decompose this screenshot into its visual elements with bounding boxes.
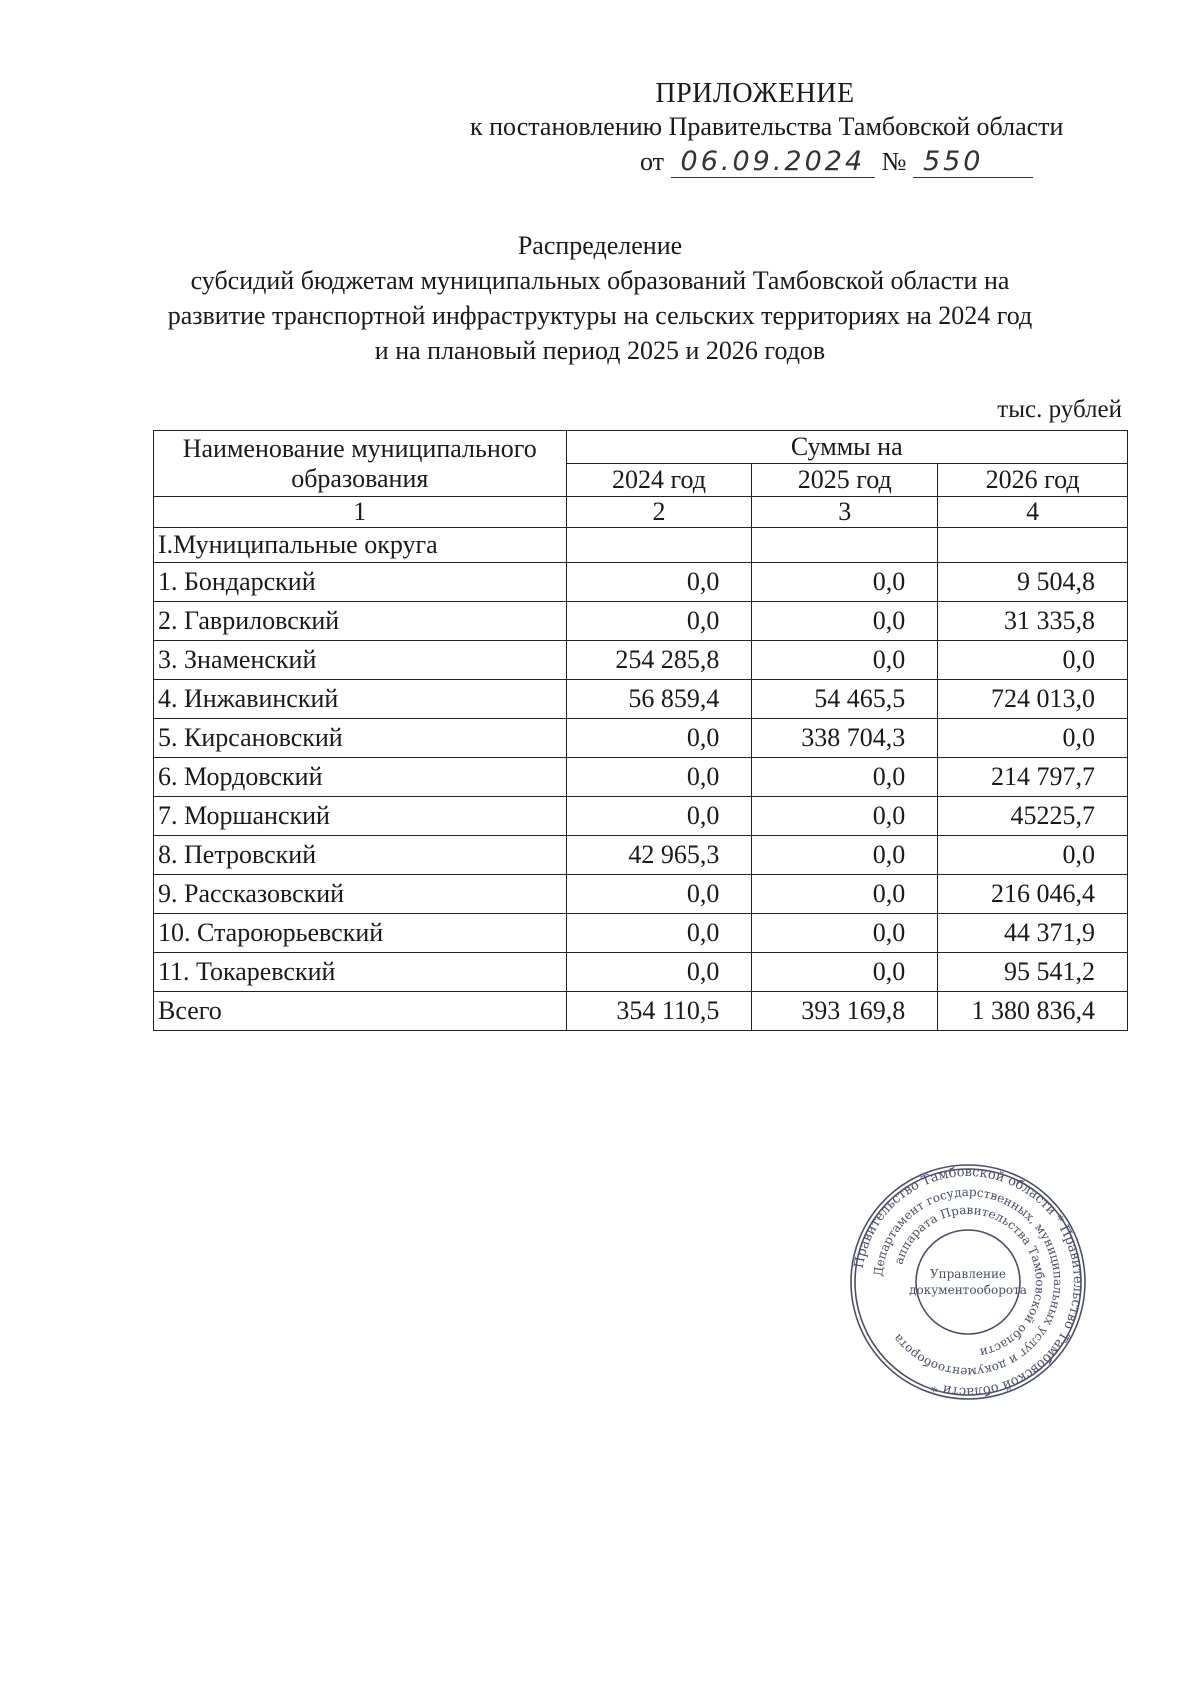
value-2025: 0,0 <box>752 641 938 680</box>
value-2025: 0,0 <box>752 914 938 953</box>
value-2024: 0,0 <box>566 875 752 914</box>
handwritten-date: 06.09.2024 <box>671 146 876 178</box>
column-number: 3 <box>752 497 938 528</box>
table-row <box>154 563 1128 602</box>
heading-line-3: развитие транспортной инфраструктуры на сельских территориях на 2024 год <box>167 301 1033 330</box>
heading-line-1: Распределение <box>517 231 683 260</box>
total-row <box>154 992 1128 1031</box>
stamp-outer-text: Правительство Тамбовской области * Правительство Тамбовской области * <box>851 1164 1086 1400</box>
table-row <box>154 758 1128 797</box>
value-2025: 0,0 <box>752 836 938 875</box>
empty-cell <box>566 528 752 563</box>
value-2026: 9 504,8 <box>938 563 1128 602</box>
units-label: тыс. рублей <box>997 396 1122 423</box>
date-prefix: от <box>640 147 665 176</box>
value-2026: 216 046,4 <box>938 875 1128 914</box>
table-row <box>154 797 1128 836</box>
column-number: 2 <box>566 497 752 528</box>
value-2025: 54 465,5 <box>752 680 938 719</box>
stamp-center-line-2: документооборота <box>909 1283 1027 1297</box>
value-2024: 0,0 <box>566 797 752 836</box>
value-2025: 0,0 <box>752 563 938 602</box>
heading-line-2: субсидий бюджетам муниципальных образований Тамбовской области на <box>190 266 1010 295</box>
total-label: Всего <box>154 992 567 1031</box>
empty-cell <box>938 528 1128 563</box>
official-seal <box>848 1162 1088 1402</box>
value-2024: 56 859,4 <box>566 680 752 719</box>
section-label: I.Муниципальные округа <box>154 528 567 563</box>
handwritten-number: 550 <box>913 146 1033 178</box>
total-2026: 1 380 836,4 <box>938 992 1128 1031</box>
table-row <box>154 602 1128 641</box>
column-number-row <box>154 497 1128 528</box>
value-2026: 95 541,2 <box>938 953 1128 992</box>
value-2025: 0,0 <box>752 602 938 641</box>
header-name: Наименование муниципального образования <box>154 431 567 497</box>
stamp-inner-text: аппарата Правительства Тамбовской области <box>891 1202 1048 1360</box>
value-2024: 0,0 <box>566 914 752 953</box>
svg-text:аппарата Правительства Тамбовс <box>892 1203 1048 1360</box>
municipality-name: 6. Мордовский <box>154 758 567 797</box>
table-row <box>154 680 1128 719</box>
value-2025: 338 704,3 <box>752 719 938 758</box>
table-body <box>154 563 1128 992</box>
value-2025: 0,0 <box>752 758 938 797</box>
appendix-dateline <box>640 146 1150 178</box>
value-2024: 0,0 <box>566 953 752 992</box>
appendix-block <box>470 78 1150 178</box>
value-2025: 0,0 <box>752 953 938 992</box>
table-row <box>154 641 1128 680</box>
column-number: 1 <box>154 497 567 528</box>
total-2025: 393 169,8 <box>752 992 938 1031</box>
municipality-name: 9. Рассказовский <box>154 875 567 914</box>
header-sums: Суммы на <box>566 431 1127 464</box>
table-header-row <box>154 431 1128 464</box>
document-heading <box>130 228 1070 368</box>
value-2026: 0,0 <box>938 719 1128 758</box>
stamp-center-line-1: Управление <box>929 1267 1007 1281</box>
section-row <box>154 528 1128 563</box>
table-row <box>154 914 1128 953</box>
value-2026: 31 335,8 <box>938 602 1128 641</box>
value-2026: 0,0 <box>938 836 1128 875</box>
heading-line-4: и на плановый период 2025 и 2026 годов <box>374 336 826 365</box>
municipality-name: 1. Бондарский <box>154 563 567 602</box>
value-2026: 724 013,0 <box>938 680 1128 719</box>
municipality-name: 8. Петровский <box>154 836 567 875</box>
value-2024: 0,0 <box>566 602 752 641</box>
municipality-name: 5. Кирсановский <box>154 719 567 758</box>
table-row <box>154 719 1128 758</box>
header-year-2026: 2026 год <box>938 464 1128 497</box>
value-2025: 0,0 <box>752 797 938 836</box>
municipality-name: 4. Инжавинский <box>154 680 567 719</box>
empty-cell <box>752 528 938 563</box>
subsidy-table <box>153 430 1128 1031</box>
value-2024: 0,0 <box>566 758 752 797</box>
value-2024: 254 285,8 <box>566 641 752 680</box>
header-year-2025: 2025 год <box>752 464 938 497</box>
total-2024: 354 110,5 <box>566 992 752 1031</box>
appendix-subtitle: к постановлению Правительства Тамбовской области <box>470 112 1064 141</box>
number-sign: № <box>881 147 907 176</box>
value-2025: 0,0 <box>752 875 938 914</box>
table-row <box>154 875 1128 914</box>
value-2026: 0,0 <box>938 641 1128 680</box>
value-2024: 0,0 <box>566 719 752 758</box>
column-number: 4 <box>938 497 1128 528</box>
municipality-name: 11. Токаревский <box>154 953 567 992</box>
value-2024: 42 965,3 <box>566 836 752 875</box>
value-2026: 44 371,9 <box>938 914 1128 953</box>
municipality-name: 10. Староюрьевский <box>154 914 567 953</box>
header-year-2024: 2024 год <box>566 464 752 497</box>
municipality-name: 7. Моршанский <box>154 797 567 836</box>
value-2026: 214 797,7 <box>938 758 1128 797</box>
municipality-name: 3. Знаменский <box>154 641 567 680</box>
table-row <box>154 953 1128 992</box>
appendix-title: ПРИЛОЖЕНИЕ <box>655 78 855 109</box>
value-2026: 45225,7 <box>938 797 1128 836</box>
value-2024: 0,0 <box>566 563 752 602</box>
municipality-name: 2. Гавриловский <box>154 602 567 641</box>
table-row <box>154 836 1128 875</box>
stamp-middle-text: Департамент государственных, муниципальных услуг и документооборота <box>871 1184 1066 1380</box>
